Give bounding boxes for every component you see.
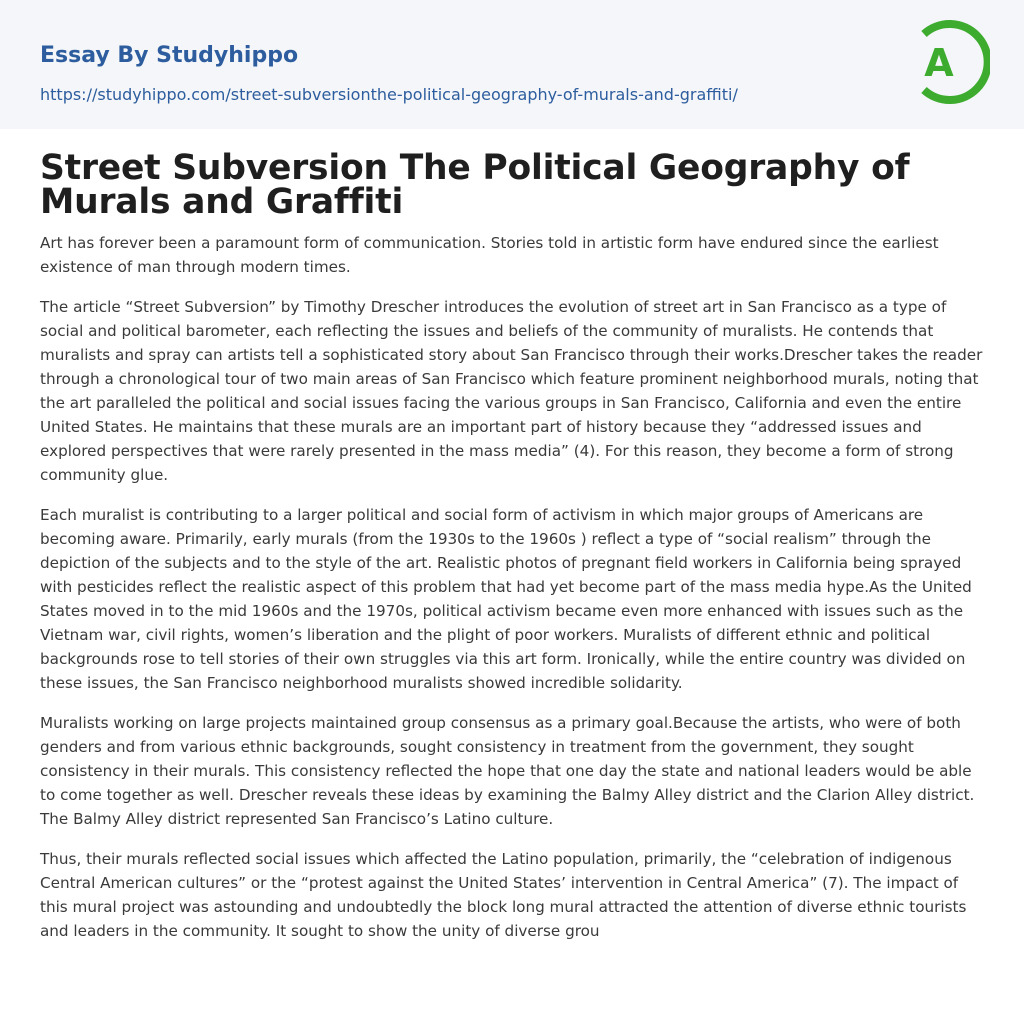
- article-paragraph: The article “Street Subversion” by Timothy Drescher introduces the evolution of street art in San Francisco as a type of social and political barometer, each reflecting the issues and beliefs of the community of muralists. He contends that muralists and spray can artists tell a sophisticated story about San Francisco through their works.Drescher takes the reader through a chronological tour of two main areas of San Francisco which feature prominent neighborhood murals, noting that the art paralleled the political and social issues facing the various groups in San Francisco, California and even the entire United States. He maintains that these murals are an important part of history because they “addressed issues and explored perspectives that were rarely presented in the mass media” (4). For this reason, they become a form of strong community glue.: [40, 298, 983, 484]
- article-paragraph: Art has forever been a paramount form of communication. Stories told in artistic form have endured since the earliest existence of man through modern times.: [40, 234, 939, 276]
- logo-letter: A: [924, 41, 954, 85]
- article-body: [40, 231, 984, 943]
- source-url-link[interactable]: https://studyhippo.com/street-subversionthe-political-geography-of-murals-and-graffiti/: [40, 85, 738, 104]
- article-paragraph: Thus, their murals reflected social issues which affected the Latino population, primarily, the “celebration of indigenous Central American cultures” or the “protest against the United States’ intervention in Central America” (7). The impact of this mural project was astounding and undoubtedly the block long mural attracted the attention of diverse ethnic tourists and leaders in the community. It sought to show the unity of diverse grou: [40, 850, 967, 940]
- site-title[interactable]: Essay By Studyhippo: [40, 43, 299, 68]
- article-paragraph: Muralists working on large projects maintained group consensus as a primary goal.Because the artists, who were of both genders and from various ethnic backgrounds, sought consistency in treatment from the government, they sought consistency in their murals. This consistency reflected the hope that one day the state and national leaders would be able to come together as well. Drescher reveals these ideas by examining the Balmy Alley district and the Clarion Alley district. The Balmy Alley district represented San Francisco’s Latino culture.: [40, 714, 975, 828]
- article-title: Street Subversion The Political Geography of Murals and Graffiti: [40, 148, 910, 222]
- article-paragraph: Each muralist is contributing to a larger political and social form of activism in which major groups of Americans are becoming aware. Primarily, early murals (from the 1930s to the 1960s ) reflect a type of “social realism” through the depiction of the subjects and to the style of the art. Realistic photos of pregnant field workers in California being sprayed with pesticides reflect the realistic aspect of this problem that had yet become part of the mass media hype.As the United States moved in to the mid 1960s and the 1970s, political activism became even more enhanced with issues such as the Vietnam war, civil rights, women’s liberation and the plight of poor workers. Muralists of different ethnic and political backgrounds rose to tell stories of their own struggles via this art form. Ironically, while the entire country was divided on these issues, the San Francisco neighborhood muralists showed incredible solidarity.: [40, 506, 972, 692]
